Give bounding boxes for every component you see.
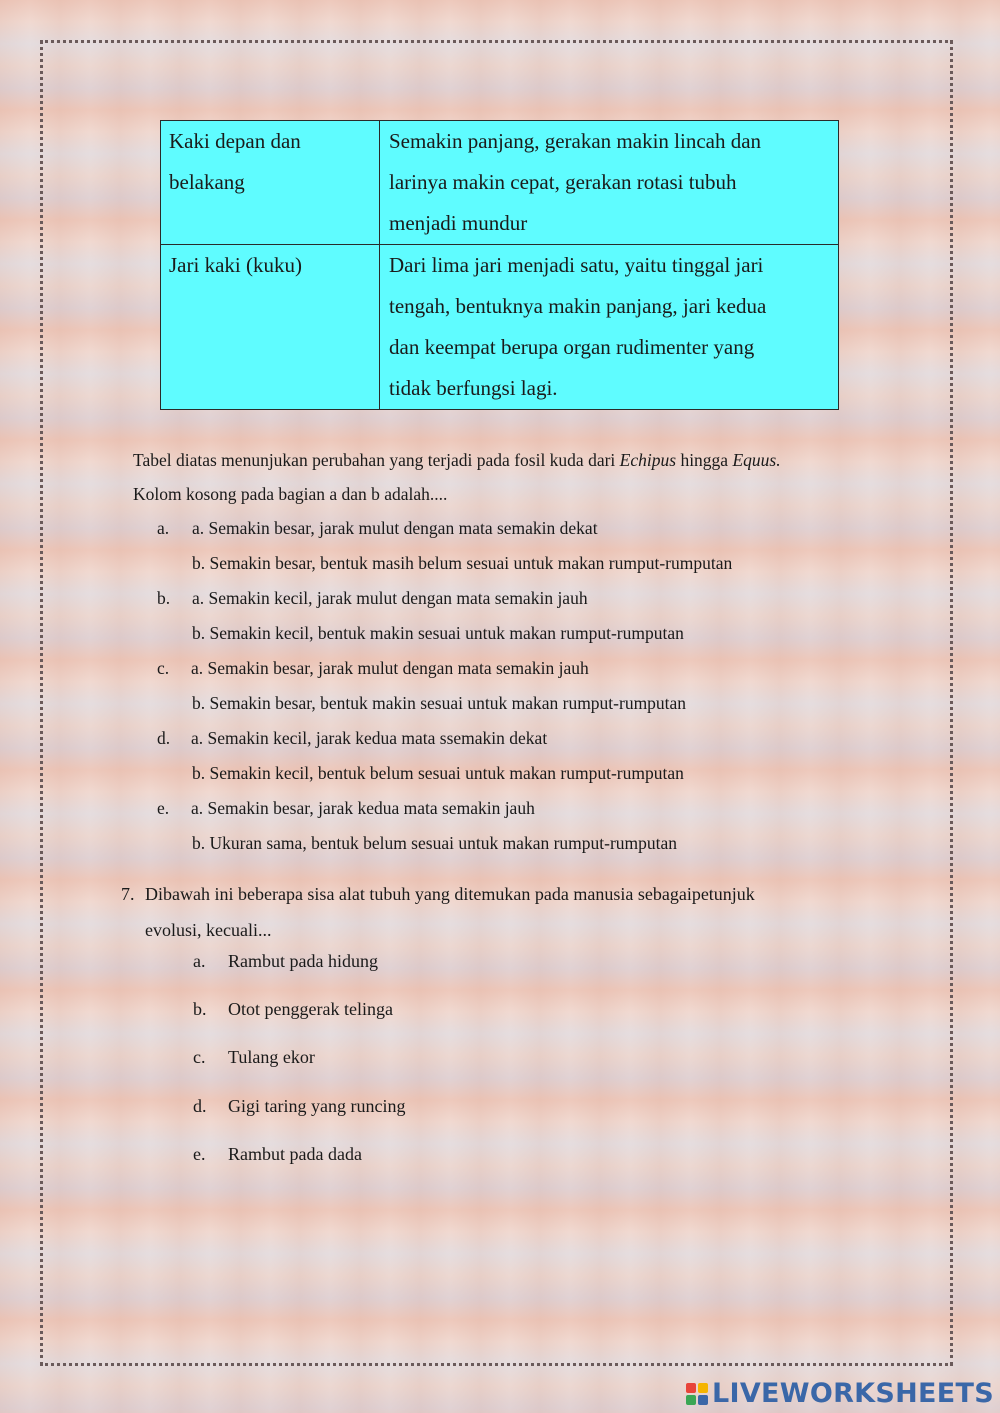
table-cell-part (161, 121, 380, 245)
option-e-line-a[interactable]: a. Semakin besar, jarak kedua mata semakin jauh (191, 798, 535, 818)
cell-line: belakang (169, 170, 245, 194)
question-7-line-2: evolusi, kecuali... (145, 920, 272, 940)
table-cell-part (161, 245, 380, 410)
intro-italic-equus: Equus. (732, 450, 781, 470)
option-d-line-b[interactable]: b. Semakin kecil, bentuk belum sesuai untuk makan rumput-rumputan (192, 763, 684, 783)
table-cell-description (380, 121, 839, 245)
option-letter[interactable]: b. (157, 588, 171, 608)
option-letter: d. (193, 1096, 207, 1116)
table-cell-description (380, 245, 839, 410)
option-letter[interactable]: c. (157, 658, 170, 678)
cell-line: Dari lima jari menjadi satu, yaitu tinggal jari (389, 253, 764, 277)
question-number: 7. (121, 884, 135, 904)
option-b-line-b[interactable]: b. Semakin kecil, bentuk makin sesuai untuk makan rumput-rumputan (192, 623, 684, 643)
table-row (161, 245, 839, 410)
cell-line: tidak berfungsi lagi. (389, 376, 558, 400)
option-letter[interactable]: e. (157, 798, 170, 818)
option-letter: a. (193, 951, 206, 971)
cell-line: Semakin panjang, gerakan makin lincah dan (389, 129, 762, 153)
intro-text: hingga (676, 450, 733, 470)
liveworksheets-logo-icon (686, 1383, 708, 1405)
option-text: Otot penggerak telinga (228, 999, 393, 1019)
liveworksheets-wordmark: LIVEWORKSHEETS (711, 1378, 994, 1409)
cell-line: Kaki depan dan (169, 129, 301, 153)
q7-option-d[interactable] (193, 1093, 405, 1119)
intro-text: Tabel diatas menunjukan perubahan yang terjadi pada fosil kuda dari (133, 450, 620, 470)
table-row (161, 121, 839, 245)
cell-line: dan keempat berupa organ rudimenter yang (389, 335, 755, 359)
option-text: Tulang ekor (228, 1047, 315, 1067)
option-letter: c. (193, 1047, 206, 1067)
option-b-line-a[interactable]: a. Semakin kecil, jarak mulut dengan mata semakin jauh (192, 588, 588, 608)
option-text: Rambut pada dada (228, 1144, 362, 1164)
cell-line: larinya makin cepat, gerakan rotasi tubuh (389, 170, 737, 194)
q7-option-b[interactable] (193, 996, 393, 1022)
option-text: Gigi taring yang runcing (228, 1096, 406, 1116)
question-text: Dibawah ini beberapa sisa alat tubuh yang ditemukan pada manusia sebagaipetunjuk (145, 884, 755, 904)
option-letter: b. (193, 999, 207, 1019)
option-text: Rambut pada hidung (228, 951, 378, 971)
fossil-comparison-table (160, 120, 839, 410)
q7-option-e[interactable] (193, 1141, 362, 1167)
liveworksheets-logo[interactable] (686, 1378, 994, 1409)
cell-line: Jari kaki (kuku) (169, 253, 302, 277)
question-7 (121, 876, 755, 948)
option-c-line-a[interactable]: a. Semakin besar, jarak mulut dengan mata semakin jauh (191, 658, 589, 678)
option-e-line-b[interactable]: b. Ukuran sama, bentuk belum sesuai untuk makan rumput-rumputan (192, 833, 678, 853)
option-c-line-b[interactable]: b. Semakin besar, bentuk makin sesuai untuk makan rumput-rumputan (192, 693, 687, 713)
question-6-intro (133, 443, 781, 511)
intro-italic-echipus: Echipus (619, 450, 677, 470)
cell-line: tengah, bentuknya makin panjang, jari kedua (389, 294, 767, 318)
cell-line: menjadi mundur (389, 211, 528, 235)
option-letter: e. (193, 1144, 206, 1164)
intro-line-2: Kolom kosong pada bagian a dan b adalah.... (133, 484, 448, 504)
q7-option-a[interactable] (193, 948, 378, 974)
option-a-line-b[interactable]: b. Semakin besar, bentuk masih belum sesuai untuk makan rumput-rumputan (192, 553, 733, 573)
option-d-line-a[interactable]: a. Semakin kecil, jarak kedua mata ssemakin dekat (191, 728, 548, 748)
intro-line-1 (133, 443, 781, 477)
option-letter[interactable]: a. (157, 518, 170, 538)
q7-option-c[interactable] (193, 1044, 315, 1070)
option-letter[interactable]: d. (157, 728, 171, 748)
option-a-line-a[interactable]: a. Semakin besar, jarak mulut dengan mata semakin dekat (192, 518, 598, 538)
question-7-line-1 (121, 876, 755, 912)
